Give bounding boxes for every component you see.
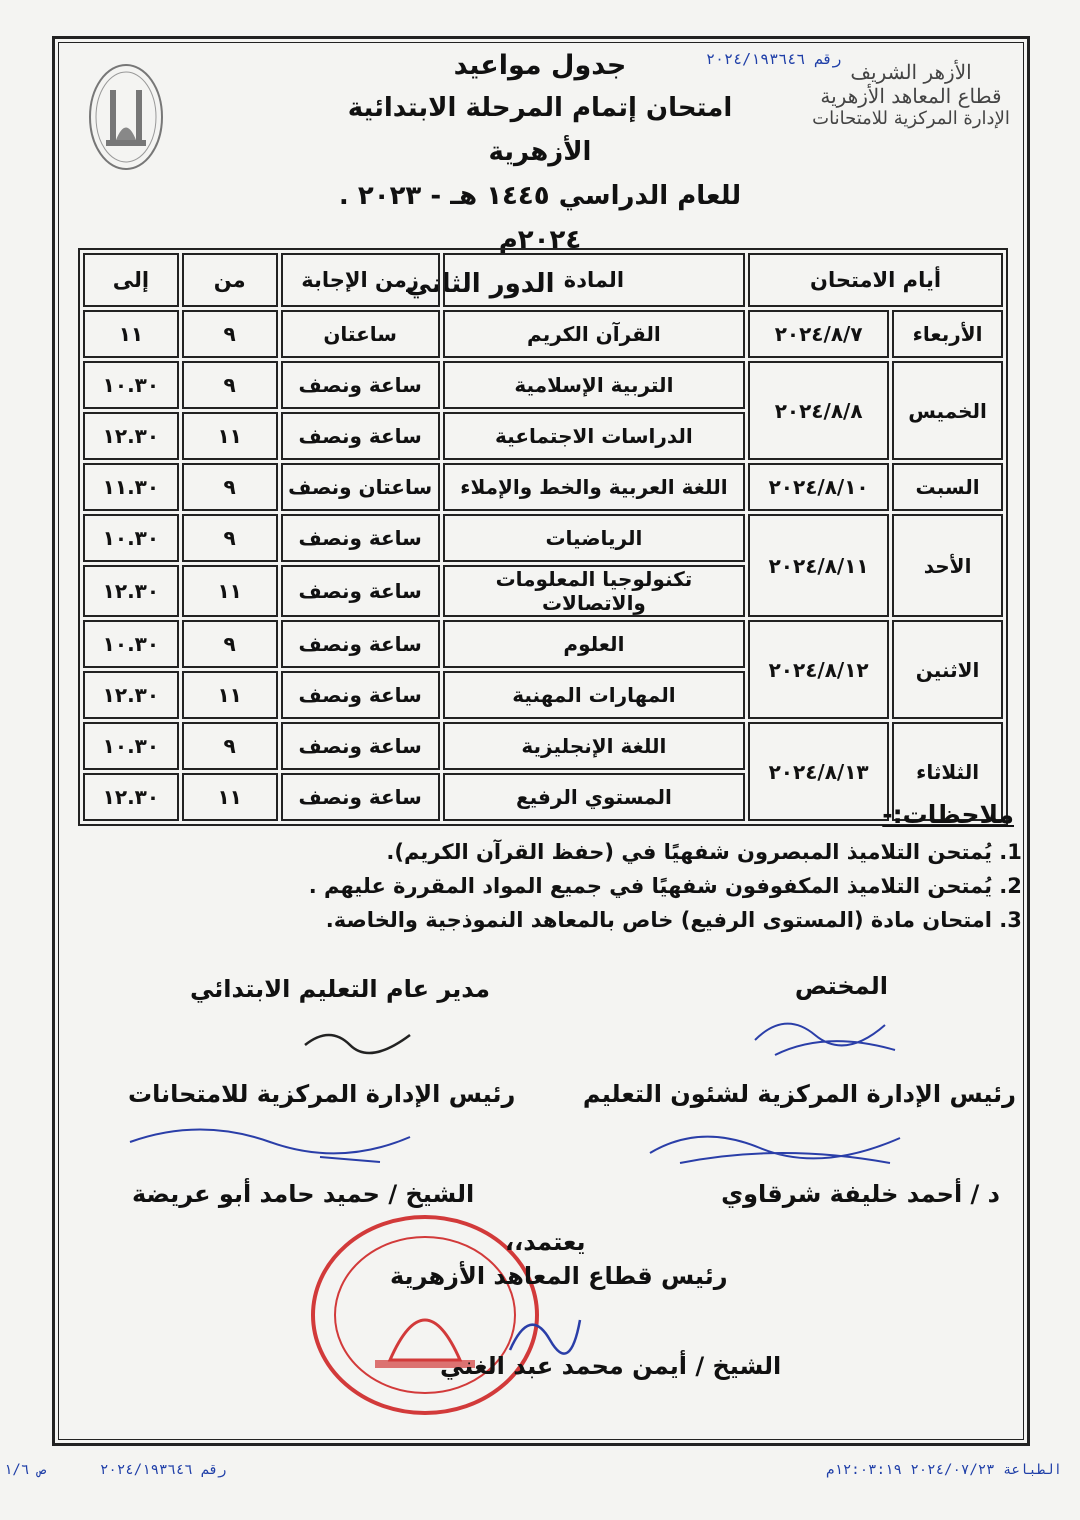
to-cell: ١٠.٣٠ <box>83 361 179 409</box>
org-line-1: الأزهر الشريف <box>850 60 972 84</box>
from-cell: ١١ <box>182 773 278 821</box>
subject-cell: الرياضيات <box>443 514 745 562</box>
signature-exams-icon <box>120 1112 420 1176</box>
note-item: 1. يُمتحن التلاميذ المبصرون شفهيًا في (حفظ القرآن الكريم). <box>74 835 992 869</box>
duration-cell: ساعة ونصف <box>281 361 440 409</box>
footer-page: ص ١/٦ <box>4 1462 47 1478</box>
subject-cell: العلوم <box>443 620 745 668</box>
duration-cell: ساعة ونصف <box>281 722 440 770</box>
duration-cell: ساعة ونصف <box>281 671 440 719</box>
doc-subtitle: امتحان إتمام المرحلة الابتدائية الأزهرية <box>347 93 733 167</box>
ref-number: رقم ٢٠٢٤/١٩٣٦٤٦ <box>706 50 842 68</box>
org-block <box>806 60 1016 129</box>
to-cell: ١١ <box>83 310 179 358</box>
duration-cell: ساعة ونصف <box>281 620 440 668</box>
director-label: مدير عام التعليم الابتدائي <box>190 975 491 1003</box>
notes-section <box>74 800 1014 937</box>
date-cell: ٢٠٢٤/٨/١٣ <box>748 722 889 821</box>
exam-schedule-table <box>78 248 1008 826</box>
table-row <box>83 514 1003 562</box>
day-cell: الأربعاء <box>892 310 1003 358</box>
sector-name: الشيخ / أيمن محمد عبد الغني <box>440 1352 782 1380</box>
subject-cell: تكنولوجيا المعلومات والاتصالات <box>443 565 745 617</box>
head-exams-label: رئيس الإدارة المركزية للامتحانات <box>128 1080 516 1108</box>
th-to: إلى <box>83 253 179 307</box>
th-duration: زمن الإجابة <box>281 253 440 307</box>
signature-education-icon <box>640 1118 910 1182</box>
signature-director-icon <box>300 1015 420 1069</box>
duration-cell: ساعتان <box>281 310 440 358</box>
to-cell: ١٢.٣٠ <box>83 565 179 617</box>
from-cell: ٩ <box>182 361 278 409</box>
signature-specialist-icon <box>745 1000 905 1074</box>
from-cell: ٩ <box>182 310 278 358</box>
to-cell: ١٢.٣٠ <box>83 773 179 821</box>
to-cell: ١٠.٣٠ <box>83 514 179 562</box>
date-cell: ٢٠٢٤/٨/١٠ <box>748 463 889 511</box>
approve-label: يعتمد،، <box>505 1228 586 1256</box>
subject-cell: القرآن الكريم <box>443 310 745 358</box>
table-header-row <box>83 253 1003 307</box>
from-cell: ٩ <box>182 514 278 562</box>
day-cell: الثلاثاء <box>892 722 1003 821</box>
th-subject: المادة <box>443 253 745 307</box>
th-from: من <box>182 253 278 307</box>
org-line-2: قطاع المعاهد الأزهرية <box>820 84 1002 108</box>
day-cell: الاثنين <box>892 620 1003 719</box>
from-cell: ١١ <box>182 671 278 719</box>
day-cell: السبت <box>892 463 1003 511</box>
table-row <box>83 310 1003 358</box>
doc-round: الدور الثاني <box>405 269 555 299</box>
table-row <box>83 361 1003 409</box>
subject-cell: التربية الإسلامية <box>443 361 745 409</box>
doc-title: جدول مواعيد <box>453 50 627 81</box>
org-line-3: الإدارة المركزية للامتحانات <box>812 108 1010 129</box>
table-row <box>83 463 1003 511</box>
day-cell: الأحد <box>892 514 1003 617</box>
footer-print-date: الطباعة ٢٠٢٤/٠٧/٢٣ ١٢:٠٣:١٩م <box>826 1462 1063 1478</box>
name-right: د / أحمد خليفة شرقاوي <box>721 1180 1000 1208</box>
subject-cell: المستوي الرفيع <box>443 773 745 821</box>
subject-cell: اللغة الإنجليزية <box>443 722 745 770</box>
from-cell: ٩ <box>182 722 278 770</box>
from-cell: ٩ <box>182 620 278 668</box>
day-cell: الخميس <box>892 361 1003 460</box>
table-row <box>83 722 1003 770</box>
specialist-label: المختص <box>794 972 888 1000</box>
subject-cell: المهارات المهنية <box>443 671 745 719</box>
azhar-logo-icon <box>86 60 166 175</box>
date-cell: ٢٠٢٤/٨/٨ <box>748 361 889 460</box>
to-cell: ١١.٣٠ <box>83 463 179 511</box>
subject-cell: الدراسات الاجتماعية <box>443 412 745 460</box>
from-cell: ١١ <box>182 565 278 617</box>
duration-cell: ساعة ونصف <box>281 514 440 562</box>
duration-cell: ساعتان ونصف <box>281 463 440 511</box>
to-cell: ١٠.٣٠ <box>83 722 179 770</box>
duration-cell: ساعة ونصف <box>281 412 440 460</box>
to-cell: ١٢.٣٠ <box>83 412 179 460</box>
to-cell: ١٢.٣٠ <box>83 671 179 719</box>
note-item: 3. امتحان مادة (المستوى الرفيع) خاص بالمعاهد النموذجية والخاصة. <box>74 903 992 937</box>
name-left: الشيخ / حميد حامد أبو عريضة <box>132 1180 475 1208</box>
from-cell: ١١ <box>182 412 278 460</box>
th-days: أيام الامتحان <box>748 253 1003 307</box>
date-cell: ٢٠٢٤/٨/٧ <box>748 310 889 358</box>
table-row <box>83 620 1003 668</box>
note-item: 2. يُمتحن التلاميذ المكفوفون شفهيًا في جميع المواد المقررة عليهم . <box>74 869 992 903</box>
subject-cell: اللغة العربية والخط والإملاء <box>443 463 745 511</box>
notes-title: ملاحظات:- <box>882 800 1014 829</box>
duration-cell: ساعة ونصف <box>281 565 440 617</box>
duration-cell: ساعة ونصف <box>281 773 440 821</box>
footer-ref: رقم ٢٠٢٤/١٩٣٦٤٦ <box>100 1462 227 1478</box>
sector-head-label: رئيس قطاع المعاهد الأزهرية <box>390 1262 728 1290</box>
from-cell: ٩ <box>182 463 278 511</box>
head-education-label: رئيس الإدارة المركزية لشئون التعليم <box>582 1080 1016 1108</box>
doc-year: للعام الدراسي ١٤٤٥ هـ - ٢٠٢٣ . ٢٠٢٤م <box>338 181 742 255</box>
to-cell: ١٠.٣٠ <box>83 620 179 668</box>
date-cell: ٢٠٢٤/٨/١٢ <box>748 620 889 719</box>
date-cell: ٢٠٢٤/٨/١١ <box>748 514 889 617</box>
